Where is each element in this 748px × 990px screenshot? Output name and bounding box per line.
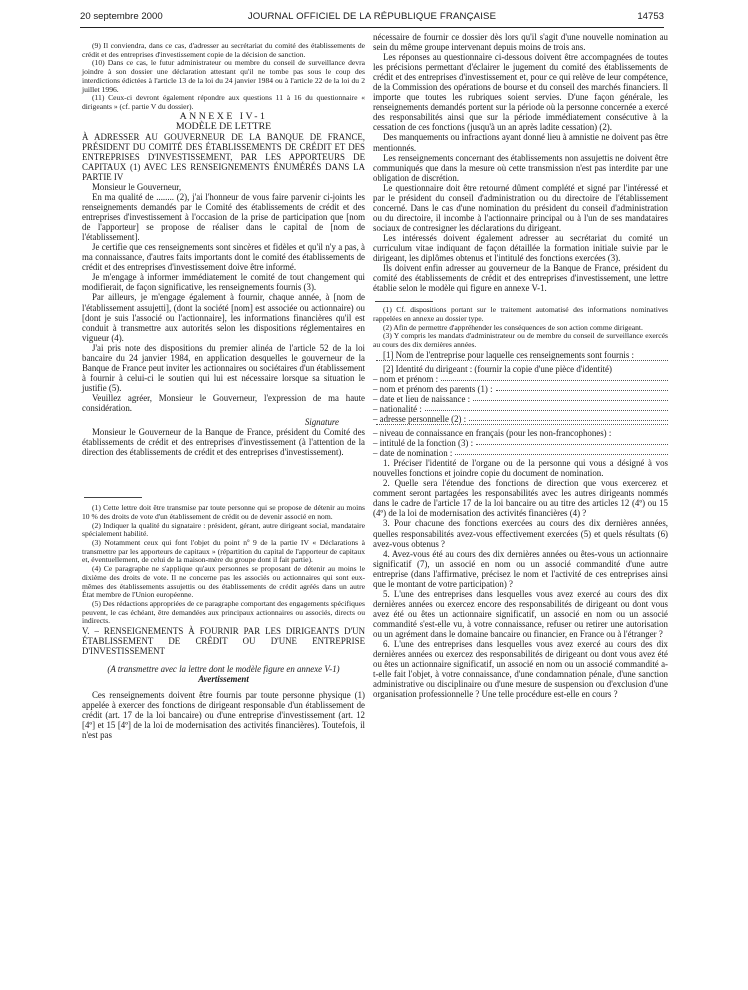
letter-paragraph: En ma qualité de ........ (2), j'ai l'honneur de vous faire parvenir ci-joints les renseignements demandés par le Comité des établissements de crédit et des entreprises d'investissement à l'occasion de la prise de participation que [nom de l'apporteur] se propose de réaliser dans le capital de [nom de l'établissement]. — [82, 192, 365, 243]
publication-date: 20 septembre 2000 — [80, 11, 163, 22]
body-paragraph: Des manquements ou infractions ayant donné lieu à amnistie ne doivent pas être mentionnés. — [373, 132, 668, 153]
question: 3. Pour chacune des fonctions exercées au cours des dix dernières années, quelles responsabilités avez-vous effectivement exercées (5) et quels résultats (6) avez-vous obtenus ? — [373, 518, 668, 549]
identity-field-address: – adresse personnelle (2) : — [373, 414, 668, 424]
letter-paragraph: Je m'engage à informer immédiatement le comité de tout changement qui modifierait, de façon significative, les renseignements fournis (3). — [82, 272, 365, 293]
footnote: (3) Notamment ceux qui font l'objet du point nº 9 de la partie IV « Déclarations à transmettre par les apporteurs de capitaux » (répartition du capital de l'apporteur de capitaux et, éventuellement, de celui de la maison-mère du groupe dont il fait partie). — [82, 538, 365, 565]
footnote: (2) Indiquer la qualité du signataire : président, gérant, autre dirigeant social, mandataire spécialement habilité. — [82, 520, 365, 539]
letter-paragraph: Par ailleurs, je m'engage également à fournir, chaque année, à [nom de l'établissement assujetti], (dont la société [nom] est associée ou actionnaire) ou [dont je suis l'associé ou l'actionnaire], les informations financières qu'il est conduit à transmettre aux autorités selon les dispositions réglementaires en vigueur (4). — [82, 292, 365, 343]
letter-footnotes — [82, 504, 365, 626]
footnote: (5) Des rédactions appropriées de ce paragraphe comportant des engagements spécifiques peuvent, le cas échéant, être demandées aux principaux actionnaires ou associés, directs ou indirects. — [82, 598, 365, 626]
page-header — [80, 9, 664, 25]
identity-field-french-level: – niveau de connaissance en français (pour les non-francophones) : — [373, 428, 612, 439]
footnote-rule — [84, 497, 142, 498]
annex-subtitle: MODÈLE DE LETTRE — [175, 120, 272, 132]
footnote: (1) Cf. dispositions portant sur le traitement automatisé des informations nominatives rappelées en annexe au dossier type. — [373, 305, 668, 323]
question: 1. Préciser l'identité de l'organe ou de la personne qui vous a désigné à vos nouvelles fonctions et joindre copie du document de nomination. — [373, 458, 668, 479]
identity-field-name: – nom et prénom : — [373, 374, 668, 384]
section-title: V. – RENSEIGNEMENTS À FOURNIR PAR LES DIRIGEANTS D'UN ÉTABLISSEMENT DE CRÉDIT OU D'UNE ENTREPRISE D'INVESTISSEMENT — [82, 626, 365, 657]
identity-field-parents: – nom et prénom des parents (1) : — [373, 384, 668, 394]
body-paragraph: Les réponses au questionnaire ci-dessous doivent être accompagnées de toutes les précisions permettant d'éclairer le jugement du comité des établissements de crédit et des entreprises d'investissement et, pour ce qui relève de leur compétence, de la Commission des opérations de bourse et du conseil des marchés financiers. Il importe que toutes les rubriques soient servies. D'une façon générale, les renseignements demandés portent sur la période où la personne concernée a exercé des responsabilités ainsi que sur la période immédiatement consécutive à la cessation de ces fonctions (jusqu'à un an après ladite cessation) (2). — [373, 52, 668, 133]
right-column — [373, 32, 668, 699]
intro-notes — [82, 42, 365, 112]
body-paragraph: Les renseignements concernant des établissements non assujettis ne doivent être communiqués que dans la mesure où cette transmission n'est pas interdite par une obligation de discrétion. — [373, 152, 668, 183]
journal-title: JOURNAL OFFICIEL DE LA RÉPUBLIQUE FRANÇAISE — [247, 11, 497, 22]
footnote: (2) Afin de permettre d'appréhender les conséquences de son action comme dirigeant. — [383, 322, 643, 332]
identity-field-birth: – date et lieu de naissance : — [373, 394, 668, 404]
question: 2. Quelle sera l'étendue des fonctions de direction que vous exercerez et comment seront partagées les responsabilités avec les autres dirigeants nommés dans le cadre de l'article 17 de la loi bancaire ou au titre des articles 12 (4º) ou 15 (4º) de la loi de modernisation des activités financières (4) ? — [373, 478, 668, 519]
question: 6. L'une des entreprises dans lesquelles vous avez exercé au cours des dix dernières années ou exercez des responsabilités de dirigeant ou dont vous avez été ou êtes un actionnaire significatif, un associé en nom ou un associé commandité a-t-elle fait l'objet, à votre connaissance, d'une condamnation pénale, d'une sanction administrative ou disciplinaire ou d'une mesure de suspension ou d'exclusion d'une organisation professionnelle ? Une telle procédure est-elle en cours ? — [373, 639, 668, 700]
salutation: Monsieur le Gouverneur, — [92, 181, 182, 192]
letter-paragraph: Veuillez agréer, Monsieur le Gouverneur, l'expression de ma haute considération. — [82, 392, 365, 413]
body-paragraph: Le questionnaire doit être retourné dûment complété et signé par l'intéressé et par le président du conseil d'administration ou du directoire de l'établissement concerné. Dans le cas d'une nomination du président du conseil d'administration ou du directoire, il incombe à l'actionnaire principal ou à l'un de ses mandataires sociaux de contresigner les déclarations du dirigeant. — [373, 182, 668, 233]
body-paragraph: nécessaire de fournir ce dossier dès lors qu'il s'agit d'une nouvelle nomination au sein du même groupe intervenant depuis moins de trois ans. — [373, 32, 668, 53]
avertissement-title: Avertissement — [198, 674, 249, 685]
footnote-rule — [375, 301, 433, 302]
letter-paragraph: J'ai pris note des dispositions du premier alinéa de l'article 52 de la loi bancaire du 24 janvier 1984, en application desquelles le gouverneur de la Banque de France peut inviter les actionnaires ou sociétaires d'un établissement à fournir à celui-ci le soutien qui lui est nécessaire lorsque sa situation le justifie (5). — [82, 342, 365, 393]
header-rule — [80, 27, 664, 28]
annex-title: ANNEXE IV-1 — [179, 110, 268, 122]
intro-note: (10) Dans ce cas, le futur administrateur ou membre du conseil de surveillance devra joindre à son dossier une déclaration attestant qu'il ne tombe pas sous le coup des interdictions édictées à l'article 13 de la loi du 24 janvier 1984 ou à l'article 22 de la loi du 2 juillet 1996. — [82, 58, 365, 94]
section-note: (A transmettre avec la lettre dont le modèle figure en annexe V-1) — [107, 664, 340, 675]
left-column — [82, 42, 365, 741]
body-paragraph: Les intéressés doivent également adresser au secrétariat du comité un curriculum vitae indiquant de façon détaillée la formation initiale suivie par le dirigeant, les diplômes obtenus et l'intitulé des fonctions exercées (3). — [373, 232, 668, 264]
addressee: Monsieur le Gouverneur de la Banque de France, président du Comité des établissements de crédit et des entreprises d'investissement (à l'attention de la direction des établissements de crédit et des entreprises d'investissement). — [82, 427, 365, 458]
question: 4. Avez-vous été au cours des dix dernières années ou êtes-vous un actionnaire significatif (7), un associé en nom ou un associé commandité d'une autre entreprise (dans l'affirmative, précisez le nom et l'activité de ces entreprises ainsi que le montant de votre participation) ? — [373, 548, 668, 589]
intro-note: (11) Ceux-ci devront également répondre aux questions 11 à 16 du questionnaire « dirigeants » (cf. partie V du dossier). — [82, 93, 365, 111]
footnote: (1) Cette lettre doit être transmise par toute personne qui se propose de détenir au moins 10 % des droits de vote d'un établissement de crédit ou de devenir associé en nom. — [82, 503, 365, 521]
letter-heading: À ADRESSER AU GOUVERNEUR DE LA BANQUE DE FRANCE, PRÉSIDENT DU COMITÉ DES ÉTABLISSEMENTS DE CRÉDIT ET DES ENTREPRISES D'INVESTISSEMENT, PAR LES APPORTEURS DE CAPITAUX (1) AVEC LES RENSEIGNEMENTS ÉNUMÉRÉS DANS LA PARTIE IV — [82, 131, 365, 182]
identity-field-function: – intitulé de la fonction (3) : — [373, 438, 668, 448]
footnote: (4) Ce paragraphe ne s'applique qu'aux personnes se proposant de détenir au moins le dixième des droits de vote. Il ne concerne pas les associés ou actionnaires qui sont eux-mêmes des établissements assujettis ou des établissements de crédit agréés dans un autre État membre de l'Union européenne. — [82, 564, 365, 600]
question: 5. L'une des entreprises dans lesquelles vous avez exercé au cours des dix dernières années ou exercez encore des responsabilités de dirigeant ou dont vous avez été ou êtes un actionnaire significatif, un associé en nom ou un associé commandité s'est-elle vu, à votre connaissance, refuser ou retirer une autorisation ou un agrément dans le domaine bancaire ou financier, en France ou à l'étranger ? — [373, 588, 668, 639]
intro-note: (9) Il conviendra, dans ce cas, d'adresser au secrétariat du comité des établissements de crédit et des entreprises d'investissement copie de la décision de sanction. — [82, 41, 365, 59]
avertissement-text: Ces renseignements doivent être fournis par toute personne physique (1) appelée à exercer des fonctions de dirigeant responsable d'un établissement de crédit (art. 17 de la loi bancaire) ou d'une entreprise d'investissement (art. 12 [4º] et 15 [4º] de la loi de modernisation des activités financières). Toutefois, il n'est pas — [82, 690, 365, 741]
page-number: 14753 — [637, 11, 664, 22]
footnote: (3) Y compris les mandats d'administrateur ou de membre du conseil de surveillance exercés au cours des dix dernières années. — [373, 331, 668, 350]
identity-field-nationality: – nationalité : — [373, 404, 668, 414]
identity-field-nomination-date: – date de nomination : — [373, 448, 668, 458]
letter-paragraph: Je certifie que ces renseignements sont sincères et fidèles et qu'il n'y a pas, à ma connaissance, d'autres faits importants dont le comité des établissements de crédit et des entreprises d'investissement doive être informé. — [82, 242, 365, 273]
form-item-company: [1] Nom de l'entreprise pour laquelle ces renseignements sont fournis : — [383, 349, 635, 360]
right-footnotes — [373, 306, 668, 350]
form-item-identity: [2] Identité du dirigeant : (fournir la copie d'une pièce d'identité) — [383, 363, 612, 374]
body-paragraph: Ils doivent enfin adresser au gouverneur de la Banque de France, président du comité des établissements de crédit et des entreprises d'investissement, une lettre établie selon le modèle qui figure en annexe V-1. — [373, 263, 668, 294]
signature-label: Signature — [304, 417, 339, 428]
